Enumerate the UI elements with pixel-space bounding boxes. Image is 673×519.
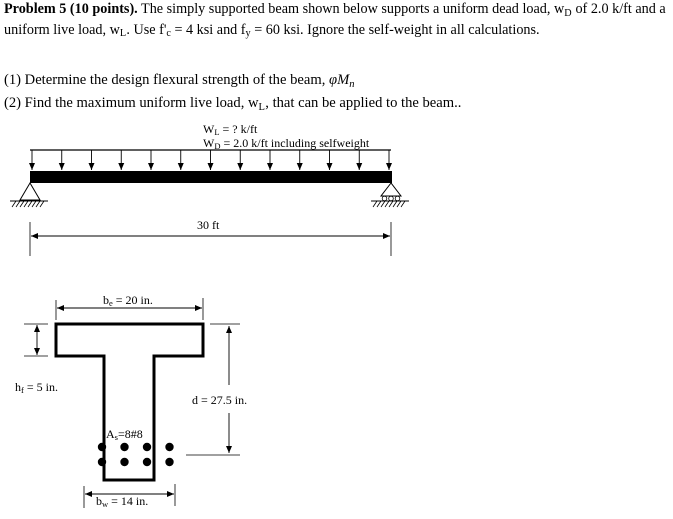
load-arrows [32,150,389,170]
rebar-bar [165,443,173,451]
problem-body-2: of 2.0 k/ft and a uniform live load, w [4,1,666,38]
problem-body-4: = 4 ksi and f [170,21,246,38]
wd-load-label: WD = 2.0 k/ft including selfweight [203,136,370,151]
problem-body-1: The simply supported beam shown below supports a uniform dead load, w [137,1,565,17]
question-2-text: (2) Find the maximum uniform live load, w [4,95,259,111]
problem-heading: Problem 5 (10 points). [4,1,138,17]
wl-load-label: WL = ? k/ft [203,122,258,137]
right-roller-support [371,183,409,207]
as-label: As=8#8 [106,427,143,442]
web-width-dimension [84,484,175,509]
rebar-bar [120,458,128,466]
wd-subscript: D [564,7,572,19]
flange-thickness-dimension [15,324,58,395]
bw-label: bw = 14 in. [96,494,149,509]
left-pin-support [10,183,48,207]
question-1-text: (1) Determine the design flexural strength of the beam, [4,72,330,88]
hf-label: hf = 5 in. [15,380,58,395]
phi-mn-symbol: φM [329,72,350,88]
beam [30,171,392,183]
fc-subscript: c [166,28,171,40]
fy-subscript: y [245,28,251,40]
distributed-load [30,150,391,170]
rebar-bar [143,443,151,451]
wl-subscript: L [119,28,127,40]
t-section-outline [56,324,203,480]
be-label: be = 20 in. [103,293,153,308]
span-dimension [30,218,391,256]
problem-body-5: = 60 ksi. Ignore the self-weight in all calculations. [250,21,540,38]
rebar-bar [98,458,106,466]
d-label: d = 27.5 in. [192,393,248,407]
problem-body-3: . Use f' [126,21,167,38]
span-label: 30 ft [197,218,220,232]
question-2-suffix: , that can be applied to the beam.. [265,95,462,111]
rebar-bar [165,458,173,466]
phi-mn-subscript: n [349,78,355,90]
rebar-bar [98,443,106,451]
t-beam-section [56,324,203,480]
rebar-bar [143,458,151,466]
rebar-bar [120,443,128,451]
question-2-subscript: L [258,101,266,113]
effective-width-dimension [56,293,203,320]
